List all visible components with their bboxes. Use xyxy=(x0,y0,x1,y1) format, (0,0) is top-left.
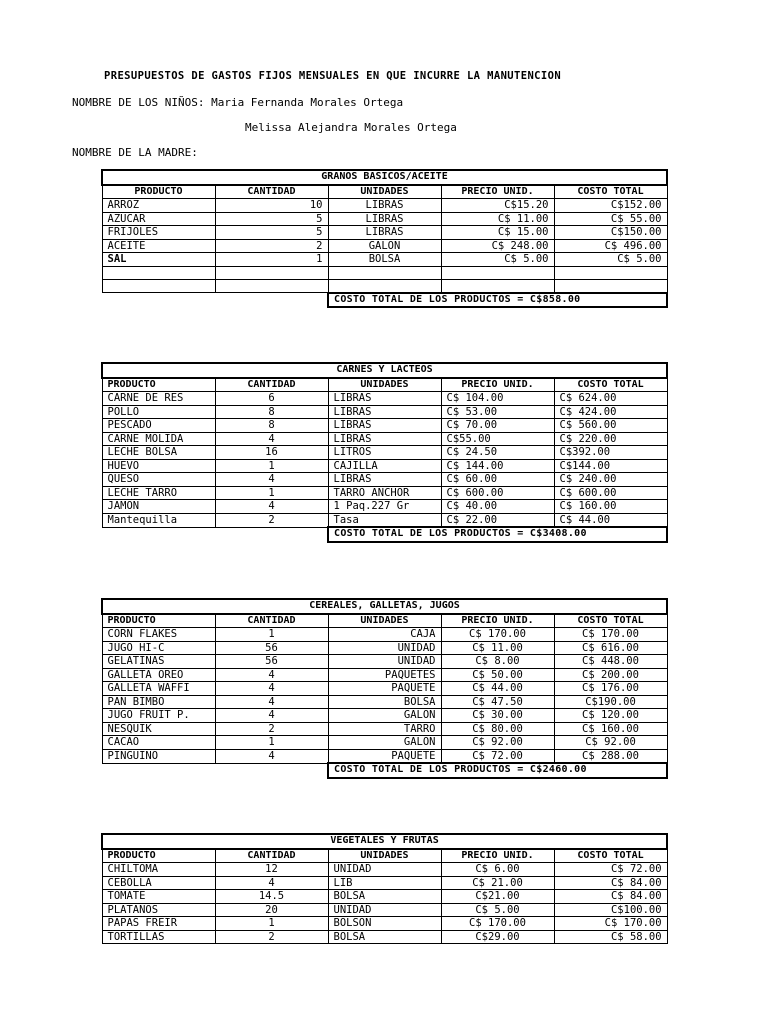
cell-cantidad: 4 xyxy=(215,668,328,682)
column-header-unidades: UNIDADES xyxy=(328,849,441,863)
cell-costo: C$ 616.00 xyxy=(554,641,667,655)
column-header-unidades: UNIDADES xyxy=(328,378,441,392)
cell-precio: C$ 24.50 xyxy=(441,446,554,460)
cell-cantidad: 2 xyxy=(215,239,328,253)
cell-unidades: LIBRAS xyxy=(328,212,441,226)
empty-row xyxy=(102,266,667,279)
column-header-cantidad: CANTIDAD xyxy=(215,378,328,392)
table-row xyxy=(102,513,667,527)
cell-precio: C$21.00 xyxy=(441,890,554,904)
cell-costo: C$ 200.00 xyxy=(554,668,667,682)
cell-cantidad: 10 xyxy=(215,199,328,213)
cell-precio: C$ 170.00 xyxy=(441,628,554,642)
table-row xyxy=(102,709,667,723)
cell-producto: Mantequilla xyxy=(102,513,215,527)
cell-costo: C$ 424.00 xyxy=(554,405,667,419)
table-row xyxy=(102,239,667,253)
cell-unidades: BOLSA xyxy=(328,890,441,904)
cell-costo: C$ 120.00 xyxy=(554,709,667,723)
table-row xyxy=(102,722,667,736)
cell-costo: C$ 84.00 xyxy=(554,890,667,904)
empty-row xyxy=(102,279,667,293)
second-child-name: Melissa Alejandra Morales Ortega xyxy=(245,121,457,134)
cell-costo: C$152.00 xyxy=(554,199,667,213)
cell-producto: QUESO xyxy=(102,473,215,487)
table-vegetales-frutas xyxy=(101,833,668,944)
column-header-precio: PRECIO UNID. xyxy=(441,614,554,628)
cell-producto: PAPAS FREIR xyxy=(102,917,215,931)
cell-costo: C$ 176.00 xyxy=(554,682,667,696)
cell-producto: ACEITE xyxy=(102,239,215,253)
table-row xyxy=(102,628,667,642)
cell-producto: TORTILLAS xyxy=(102,930,215,944)
cell-cantidad: 4 xyxy=(215,500,328,514)
cell-unidades: LIBRAS xyxy=(328,226,441,240)
cell-unidades: LIBRAS xyxy=(328,419,441,433)
cell-producto: HUEVO xyxy=(102,459,215,473)
cell-precio: C$ 60.00 xyxy=(441,473,554,487)
cell-unidades: PAQUETE xyxy=(328,682,441,696)
cell-unidades: PAQUETE xyxy=(328,749,441,763)
table-row xyxy=(102,199,667,213)
cell-precio: C$ 50.00 xyxy=(441,668,554,682)
mother-name-label: NOMBRE DE LA MADRE: xyxy=(72,146,198,159)
cell-producto: CHILTOMA xyxy=(102,863,215,877)
table-row xyxy=(102,212,667,226)
cell-precio: C$ 170.00 xyxy=(441,917,554,931)
column-header-costo: COSTO TOTAL xyxy=(554,614,667,628)
cell-costo: C$100.00 xyxy=(554,903,667,917)
cell-costo: C$ 72.00 xyxy=(554,863,667,877)
column-header-cantidad: CANTIDAD xyxy=(215,849,328,863)
cell-cantidad: 2 xyxy=(215,722,328,736)
cell-precio: C$ 72.00 xyxy=(441,749,554,763)
column-header-cantidad: CANTIDAD xyxy=(215,185,328,199)
cell-costo: C$ 170.00 xyxy=(554,628,667,642)
cell-unidades: CAJA xyxy=(328,628,441,642)
cell-unidades: GALON xyxy=(328,709,441,723)
column-header-precio: PRECIO UNID. xyxy=(441,185,554,199)
table-row xyxy=(102,890,667,904)
table-row xyxy=(102,473,667,487)
cell-precio: C$55.00 xyxy=(441,432,554,446)
cell-unidades: LIB xyxy=(328,876,441,890)
table-row xyxy=(102,253,667,267)
cell-precio: C$ 15.00 xyxy=(441,226,554,240)
cell-cantidad: 5 xyxy=(215,226,328,240)
cell-unidades: LIBRAS xyxy=(328,432,441,446)
cell-costo: C$ 55.00 xyxy=(554,212,667,226)
cell-cantidad: 4 xyxy=(215,695,328,709)
table-title: GRANOS BASICOS/ACEITE xyxy=(102,170,667,185)
cell-producto: GALLETA OREO xyxy=(102,668,215,682)
cell-unidades: BOLSA xyxy=(328,253,441,267)
total-cost: COSTO TOTAL DE LOS PRODUCTOS = C$858.00 xyxy=(328,293,667,308)
cell-cantidad: 4 xyxy=(215,876,328,890)
cell-unidades: BOLSON xyxy=(328,917,441,931)
cell-producto: GALLETA WAFFI xyxy=(102,682,215,696)
cell-unidades: LIBRAS xyxy=(328,392,441,406)
cell-unidades: UNIDAD xyxy=(328,641,441,655)
cell-unidades: TARRO xyxy=(328,722,441,736)
cell-producto: FRIJOLES xyxy=(102,226,215,240)
cell-cantidad: 2 xyxy=(215,930,328,944)
cell-producto: JAMON xyxy=(102,500,215,514)
cell-costo: C$ 288.00 xyxy=(554,749,667,763)
cell-costo: C$ 160.00 xyxy=(554,500,667,514)
cell-producto: AZUCAR xyxy=(102,212,215,226)
cell-precio: C$ 5.00 xyxy=(441,903,554,917)
cell-precio: C$ 600.00 xyxy=(441,486,554,500)
table-row xyxy=(102,392,667,406)
cell-unidades: TARRO ANCHOR xyxy=(328,486,441,500)
table-row xyxy=(102,226,667,240)
cell-unidades: Tasa xyxy=(328,513,441,527)
cell-unidades: BOLSA xyxy=(328,695,441,709)
table-row xyxy=(102,446,667,460)
cell-costo: C$ 240.00 xyxy=(554,473,667,487)
cell-cantidad: 4 xyxy=(215,749,328,763)
cell-producto: GELATINAS xyxy=(102,655,215,669)
cell-costo: C$ 84.00 xyxy=(554,876,667,890)
cell-cantidad: 1 xyxy=(215,253,328,267)
total-cost: COSTO TOTAL DE LOS PRODUCTOS = C$2460.00 xyxy=(328,763,667,778)
cell-unidades: UNIDAD xyxy=(328,903,441,917)
cell-producto: SAL xyxy=(102,253,215,267)
cell-cantidad: 2 xyxy=(215,513,328,527)
cell-precio: C$ 11.00 xyxy=(441,641,554,655)
table-row xyxy=(102,486,667,500)
cell-producto: LECHE BOLSA xyxy=(102,446,215,460)
cell-cantidad: 12 xyxy=(215,863,328,877)
cell-cantidad: 4 xyxy=(215,473,328,487)
cell-costo: C$144.00 xyxy=(554,459,667,473)
table-row xyxy=(102,930,667,944)
cell-cantidad: 4 xyxy=(215,432,328,446)
cell-precio: C$ 6.00 xyxy=(441,863,554,877)
cell-costo: C$ 624.00 xyxy=(554,392,667,406)
column-header-precio: PRECIO UNID. xyxy=(441,849,554,863)
column-header-producto: PRODUCTO xyxy=(102,614,215,628)
table-row xyxy=(102,863,667,877)
column-header-costo: COSTO TOTAL xyxy=(554,185,667,199)
cell-costo: C$392.00 xyxy=(554,446,667,460)
table-title: CEREALES, GALLETAS, JUGOS xyxy=(102,599,667,614)
total-cost: COSTO TOTAL DE LOS PRODUCTOS = C$3408.00 xyxy=(328,527,667,542)
cell-cantidad: 20 xyxy=(215,903,328,917)
cell-producto: TOMATE xyxy=(102,890,215,904)
cell-cantidad: 16 xyxy=(215,446,328,460)
cell-cantidad: 4 xyxy=(215,682,328,696)
cell-precio: C$ 70.00 xyxy=(441,419,554,433)
cell-producto: CARNE DE RES xyxy=(102,392,215,406)
column-header-costo: COSTO TOTAL xyxy=(554,378,667,392)
cell-unidades: LIBRAS xyxy=(328,473,441,487)
column-header-precio: PRECIO UNID. xyxy=(441,378,554,392)
cell-producto: PLATANOS xyxy=(102,903,215,917)
table-row xyxy=(102,682,667,696)
cell-producto: POLLO xyxy=(102,405,215,419)
table-row xyxy=(102,736,667,750)
cell-precio: C$ 22.00 xyxy=(441,513,554,527)
cell-unidades: LIBRAS xyxy=(328,199,441,213)
cell-producto: PAN BIMBO xyxy=(102,695,215,709)
document-title: PRESUPUESTOS DE GASTOS FIJOS MENSUALES EN QUE INCURRE LA MANUTENCION xyxy=(104,70,562,82)
cell-precio: C$ 30.00 xyxy=(441,709,554,723)
table-row xyxy=(102,405,667,419)
column-header-cantidad: CANTIDAD xyxy=(215,614,328,628)
cell-precio: C$ 80.00 xyxy=(441,722,554,736)
cell-producto: CACAO xyxy=(102,736,215,750)
cell-cantidad: 6 xyxy=(215,392,328,406)
cell-precio: C$ 248.00 xyxy=(441,239,554,253)
cell-precio: C$ 44.00 xyxy=(441,682,554,696)
table-row xyxy=(102,668,667,682)
cell-precio: C$ 92.00 xyxy=(441,736,554,750)
table-title: CARNES Y LACTEOS xyxy=(102,363,667,378)
cell-cantidad: 1 xyxy=(215,486,328,500)
cell-cantidad: 1 xyxy=(215,459,328,473)
cell-cantidad: 1 xyxy=(215,736,328,750)
column-header-producto: PRODUCTO xyxy=(102,849,215,863)
cell-costo: C$ 220.00 xyxy=(554,432,667,446)
column-header-costo: COSTO TOTAL xyxy=(554,849,667,863)
cell-producto: CORN FLAKES xyxy=(102,628,215,642)
cell-producto: JUGO HI-C xyxy=(102,641,215,655)
children-names-line: NOMBRE DE LOS NIÑOS: Maria Fernanda Morales Ortega xyxy=(72,96,404,109)
cell-precio: C$ 8.00 xyxy=(441,655,554,669)
cell-costo: C$ 600.00 xyxy=(554,486,667,500)
table-row xyxy=(102,459,667,473)
cell-producto: CARNE MOLIDA xyxy=(102,432,215,446)
cell-unidades: CAJILLA xyxy=(328,459,441,473)
cell-costo: C$ 560.00 xyxy=(554,419,667,433)
table-row xyxy=(102,500,667,514)
cell-precio: C$ 40.00 xyxy=(441,500,554,514)
cell-unidades: UNIDAD xyxy=(328,863,441,877)
cell-cantidad: 56 xyxy=(215,641,328,655)
table-cereales-galletas-jugos xyxy=(101,598,668,779)
cell-precio: C$15.20 xyxy=(441,199,554,213)
cell-cantidad: 1 xyxy=(215,917,328,931)
cell-costo: C$190.00 xyxy=(554,695,667,709)
table-row xyxy=(102,749,667,763)
cell-cantidad: 5 xyxy=(215,212,328,226)
cell-unidades: UNIDAD xyxy=(328,655,441,669)
cell-costo: C$ 160.00 xyxy=(554,722,667,736)
cell-precio: C$ 5.00 xyxy=(441,253,554,267)
table-granos-basicos xyxy=(101,169,668,308)
table-row xyxy=(102,432,667,446)
cell-precio: C$ 47.50 xyxy=(441,695,554,709)
table-title: VEGETALES Y FRUTAS xyxy=(102,834,667,849)
table-row xyxy=(102,641,667,655)
table-row xyxy=(102,917,667,931)
cell-precio: C$ 53.00 xyxy=(441,405,554,419)
cell-costo: C$ 58.00 xyxy=(554,930,667,944)
cell-unidades: PAQUETES xyxy=(328,668,441,682)
cell-cantidad: 4 xyxy=(215,709,328,723)
cell-cantidad: 8 xyxy=(215,419,328,433)
table-row xyxy=(102,655,667,669)
cell-costo: C$ 496.00 xyxy=(554,239,667,253)
cell-cantidad: 8 xyxy=(215,405,328,419)
cell-costo: C$ 170.00 xyxy=(554,917,667,931)
cell-precio: C$ 104.00 xyxy=(441,392,554,406)
cell-unidades: BOLSA xyxy=(328,930,441,944)
cell-unidades: LITROS xyxy=(328,446,441,460)
table-row xyxy=(102,695,667,709)
cell-precio: C$ 144.00 xyxy=(441,459,554,473)
cell-costo: C$150.00 xyxy=(554,226,667,240)
cell-costo: C$ 44.00 xyxy=(554,513,667,527)
cell-cantidad: 1 xyxy=(215,628,328,642)
table-carnes-lacteos xyxy=(101,362,668,543)
column-header-unidades: UNIDADES xyxy=(328,614,441,628)
column-header-producto: PRODUCTO xyxy=(102,185,215,199)
table-row xyxy=(102,903,667,917)
cell-costo: C$ 448.00 xyxy=(554,655,667,669)
table-row xyxy=(102,419,667,433)
cell-precio: C$ 21.00 xyxy=(441,876,554,890)
cell-producto: PESCADO xyxy=(102,419,215,433)
cell-unidades: LIBRAS xyxy=(328,405,441,419)
cell-producto: PINGUINO xyxy=(102,749,215,763)
cell-costo: C$ 92.00 xyxy=(554,736,667,750)
cell-producto: ARROZ xyxy=(102,199,215,213)
cell-unidades: GALON xyxy=(328,239,441,253)
cell-unidades: 1 Paq.227 Gr xyxy=(328,500,441,514)
cell-cantidad: 56 xyxy=(215,655,328,669)
cell-precio: C$29.00 xyxy=(441,930,554,944)
cell-precio: C$ 11.00 xyxy=(441,212,554,226)
cell-producto: LECHE TARRO xyxy=(102,486,215,500)
cell-producto: CEBOLLA xyxy=(102,876,215,890)
cell-costo: C$ 5.00 xyxy=(554,253,667,267)
cell-producto: NESQUIK xyxy=(102,722,215,736)
cell-cantidad: 14.5 xyxy=(215,890,328,904)
cell-unidades: GALON xyxy=(328,736,441,750)
table-row xyxy=(102,876,667,890)
column-header-producto: PRODUCTO xyxy=(102,378,215,392)
column-header-unidades: UNIDADES xyxy=(328,185,441,199)
cell-producto: JUGO FRUIT P. xyxy=(102,709,215,723)
